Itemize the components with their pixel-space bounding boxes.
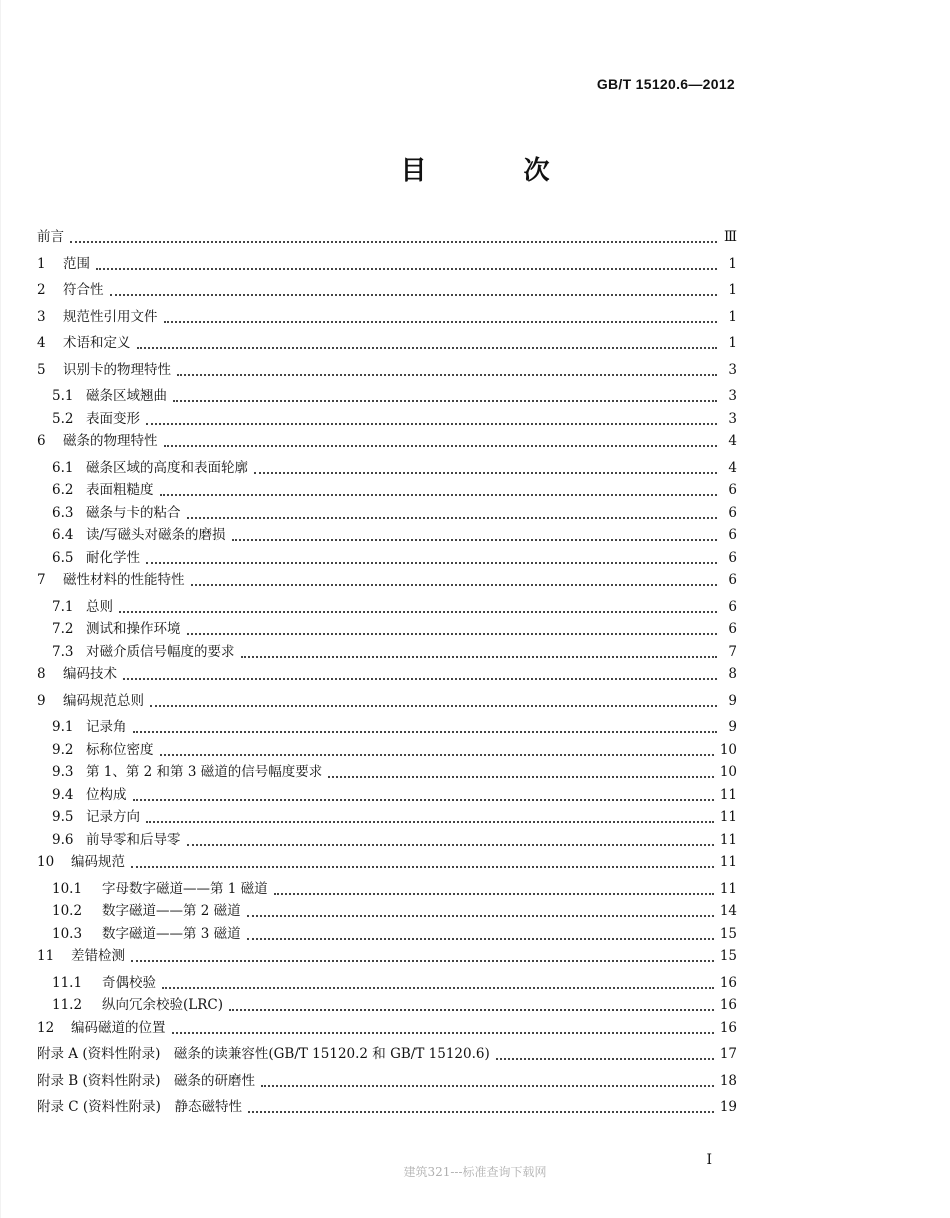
toc-entry-label: 磁条区域的高度和表面轮廓: [86, 459, 248, 476]
toc-entry[interactable]: [37, 808, 737, 827]
toc-entry[interactable]: [37, 1072, 737, 1091]
toc-entry-page: 16: [719, 974, 737, 991]
toc-dot-leader: [274, 893, 714, 895]
toc-dot-leader: [150, 705, 717, 707]
toc-entry[interactable]: [37, 692, 737, 711]
toc-entry-number: 10.2: [52, 903, 83, 919]
toc-entry[interactable]: [37, 786, 737, 805]
toc-dot-leader: [160, 754, 714, 756]
toc-dot-leader: [123, 678, 717, 680]
toc-entry[interactable]: [37, 571, 737, 590]
toc-entry-page: 10: [719, 764, 737, 780]
toc-entry-number: 6.1: [52, 459, 74, 476]
toc-entry[interactable]: [37, 1045, 737, 1064]
toc-entry-label: 数字磁道——第 2 磁道: [102, 903, 241, 919]
toc-entry[interactable]: [37, 831, 737, 850]
toc-entry-number: 9.5: [52, 809, 74, 825]
toc-entry-page: 15: [719, 925, 737, 942]
toc-dot-leader: [496, 1058, 714, 1060]
toc-entry-number: 10.1: [52, 880, 83, 897]
toc-entry-label: 附录 B (资料性附录) 磁条的研磨性: [37, 1072, 256, 1089]
toc-dot-leader: [164, 321, 718, 323]
toc-entry-label: 符合性: [63, 282, 104, 298]
toc-entry[interactable]: [37, 281, 737, 300]
toc-dot-leader: [133, 799, 714, 801]
toc-entry-label: 附录 A (资料性附录) 磁条的读兼容性(GB/T 15120.2 和 GB/T 15120.6): [37, 1046, 490, 1062]
toc-dot-leader: [232, 539, 717, 541]
toc-dot-leader: [187, 517, 718, 519]
toc-dot-leader: [160, 494, 718, 496]
toc-entry-label: 位构成: [86, 786, 127, 803]
toc-entry[interactable]: [37, 1019, 737, 1038]
toc-entry-number: 5.2: [52, 410, 74, 427]
toc-entry-label: 磁条区域翘曲: [86, 388, 167, 404]
toc-entry-label: 规范性引用文件: [63, 308, 158, 325]
toc-entry[interactable]: [37, 228, 737, 247]
toc-entry-page: 1: [728, 255, 737, 272]
toc-entry-label: 字母数字磁道——第 1 磁道: [102, 880, 268, 897]
toc-entry-page: 9: [728, 692, 737, 709]
toc-entry-number: 7: [37, 572, 46, 588]
toc-entry-label: 标称位密度: [86, 741, 154, 758]
toc-entry-page: 16: [719, 1019, 737, 1036]
toc-entry-page: 11: [719, 786, 737, 803]
toc-entry-number: 11.2: [52, 997, 83, 1013]
toc-entry-label: 奇偶校验: [102, 974, 156, 991]
toc-entry[interactable]: [37, 334, 737, 353]
toc-entry-label: 耐化学性: [86, 549, 140, 566]
toc-entry-page: 18: [719, 1072, 737, 1089]
toc-entry-page: 11: [719, 831, 737, 848]
toc-entry[interactable]: [37, 549, 737, 568]
toc-entry[interactable]: [37, 741, 737, 760]
toc-entry-number: 7.2: [52, 621, 74, 637]
toc-entry-label: 范围: [63, 255, 90, 272]
toc-entry[interactable]: [37, 947, 737, 966]
toc-dot-leader: [173, 400, 717, 402]
toc-dot-leader: [119, 611, 717, 613]
toc-dot-leader: [229, 1009, 714, 1011]
toc-entry-label: 数字磁道——第 3 磁道: [102, 925, 241, 942]
toc-entry[interactable]: [37, 432, 737, 451]
standard-code: GB/T 15120.6—2012: [596, 76, 735, 92]
toc-entry[interactable]: [37, 308, 737, 327]
toc-entry-number: 6.2: [52, 482, 74, 498]
toc-entry[interactable]: [37, 504, 737, 523]
toc-entry-page: 3: [728, 361, 737, 378]
toc-dot-leader: [254, 472, 717, 474]
toc-entry-number: 9.3: [52, 764, 74, 780]
toc-dot-leader: [191, 584, 718, 586]
toc-entry-page: 1: [728, 282, 737, 298]
toc-entry-page: 11: [719, 809, 737, 825]
toc-entry[interactable]: [37, 1098, 737, 1117]
toc-entry-number: 5.1: [52, 388, 74, 404]
toc-entry-number: 9.2: [52, 741, 74, 758]
toc-dot-leader: [187, 633, 718, 635]
toc-dot-leader: [241, 656, 718, 658]
toc-dot-leader: [146, 821, 714, 823]
toc-entry-page: 6: [728, 504, 737, 521]
toc-entry-page: 19: [719, 1099, 737, 1115]
toc-entry-page: 6: [728, 598, 737, 615]
toc-entry[interactable]: [37, 853, 737, 872]
toc-dot-leader: [177, 374, 717, 376]
toc-entry-label: 术语和定义: [63, 335, 131, 351]
toc-entry-page: 8: [728, 666, 737, 682]
toc-entry-number: 9: [37, 692, 46, 709]
toc-entry-label: 磁性材料的性能特性: [63, 572, 185, 588]
toc-entry-number: 5: [37, 361, 46, 378]
toc-entry-number: 9.1: [52, 719, 74, 735]
toc-entry-number: 11.1: [52, 974, 83, 991]
toc-entry[interactable]: [37, 255, 737, 274]
toc-entry[interactable]: [37, 361, 737, 380]
toc-entry-label: 对磁介质信号幅度的要求: [86, 643, 235, 660]
toc-dot-leader: [248, 1111, 714, 1113]
toc-entry-number: 6.4: [52, 527, 74, 543]
toc-entry-page: 16: [719, 997, 737, 1013]
toc-dot-leader: [146, 562, 717, 564]
toc-entry-label: 记录角: [86, 719, 127, 735]
toc-entry[interactable]: [37, 481, 737, 500]
toc-dot-leader: [146, 423, 717, 425]
toc-entry-label: 附录 C (资料性附录) 静态磁特性: [37, 1099, 242, 1115]
toc-entry-page: 10: [719, 741, 737, 758]
toc-entry-label: 磁条与卡的粘合: [86, 504, 181, 521]
toc-dot-leader: [162, 987, 714, 989]
toc-dot-leader: [137, 347, 718, 349]
toc-entry-number: 10: [37, 854, 55, 870]
toc-entry-page: 11: [719, 880, 737, 897]
toc-dot-leader: [131, 960, 714, 962]
toc-entry-page: 3: [728, 410, 737, 427]
toc-entry[interactable]: [37, 880, 737, 899]
toc-entry-page: Ⅲ: [723, 229, 737, 245]
toc-entry-number: 6.3: [52, 504, 74, 521]
toc-entry-page: 4: [728, 433, 737, 449]
toc-dot-leader: [187, 844, 714, 846]
toc-dot-leader: [133, 731, 718, 733]
toc-entry-number: 4: [37, 335, 46, 351]
toc-entry[interactable]: [37, 643, 737, 662]
toc-entry-number: 12: [37, 1019, 55, 1036]
toc-entry-page: 1: [728, 308, 737, 325]
toc-entry-label: 前言: [37, 229, 64, 245]
toc-entry-label: 表面变形: [86, 410, 140, 427]
toc-dot-leader: [96, 268, 717, 270]
toc-dot-leader: [247, 938, 714, 940]
toc-entry-label: 记录方向: [86, 809, 140, 825]
watermark: 建筑321---标准查询下载网: [403, 1165, 547, 1179]
table-of-contents: [37, 228, 737, 1125]
toc-entry-label: 前导零和后导零: [86, 831, 181, 848]
toc-dot-leader: [328, 776, 714, 778]
toc-entry-page: 17: [719, 1046, 737, 1062]
toc-entry-page: 14: [719, 903, 737, 919]
toc-entry[interactable]: [37, 410, 737, 429]
toc-entry-page: 7: [728, 643, 737, 660]
toc-entry-number: 1: [37, 255, 46, 272]
toc-entry-number: 7.3: [52, 643, 74, 660]
toc-entry[interactable]: [37, 387, 737, 406]
toc-entry-page: 1: [728, 335, 737, 351]
toc-dot-leader: [261, 1085, 714, 1087]
toc-entry[interactable]: [37, 763, 737, 782]
toc-entry-number: 7.1: [52, 598, 74, 615]
toc-entry-page: 9: [728, 719, 737, 735]
toc-entry-page: 6: [728, 549, 737, 566]
toc-entry[interactable]: [37, 925, 737, 944]
toc-entry-label: 编码规范总则: [63, 692, 144, 709]
page-number: I: [706, 1152, 712, 1168]
toc-entry[interactable]: [37, 598, 737, 617]
toc-entry-number: 9.4: [52, 786, 74, 803]
toc-entry-label: 识别卡的物理特性: [63, 361, 171, 378]
toc-entry-number: 6.5: [52, 549, 74, 566]
toc-entry-page: 6: [728, 527, 737, 543]
toc-dot-leader: [70, 241, 717, 243]
toc-entry[interactable]: [37, 718, 737, 737]
toc-entry-label: 读/写磁头对磁条的磨损: [86, 527, 226, 543]
toc-entry-label: 测试和操作环境: [86, 621, 181, 637]
toc-entry-number: 2: [37, 282, 46, 298]
toc-entry-number: 9.6: [52, 831, 74, 848]
toc-entry[interactable]: [37, 996, 737, 1015]
toc-entry-page: 11: [719, 854, 737, 870]
toc-entry[interactable]: [37, 665, 737, 684]
toc-entry-label: 纵向冗余校验(LRC): [102, 997, 223, 1013]
toc-entry-label: 第 1、第 2 和第 3 磁道的信号幅度要求: [86, 764, 323, 780]
toc-entry-number: 3: [37, 308, 46, 325]
toc-entry[interactable]: [37, 902, 737, 921]
toc-entry-page: 3: [728, 388, 737, 404]
toc-entry-page: 15: [719, 948, 737, 964]
toc-entry-page: 6: [728, 572, 737, 588]
toc-entry-number: 6: [37, 433, 46, 449]
toc-dot-leader: [110, 294, 718, 296]
toc-entry-label: 编码规范: [71, 854, 125, 870]
toc-entry-page: 6: [728, 482, 737, 498]
toc-entry-page: 4: [728, 459, 737, 476]
page-title: 目 次: [400, 156, 594, 186]
toc-entry[interactable]: [37, 974, 737, 993]
toc-dot-leader: [131, 866, 714, 868]
toc-entry-label: 差错检测: [71, 948, 125, 964]
toc-entry-label: 磁条的物理特性: [63, 433, 158, 449]
toc-entry-label: 总则: [86, 598, 113, 615]
toc-entry-label: 编码技术: [63, 666, 117, 682]
toc-dot-leader: [164, 445, 718, 447]
toc-dot-leader: [247, 915, 714, 917]
toc-dot-leader: [172, 1032, 714, 1034]
toc-entry[interactable]: [37, 526, 737, 545]
toc-entry[interactable]: [37, 459, 737, 478]
toc-entry-label: 表面粗糙度: [86, 482, 154, 498]
toc-entry-number: 11: [37, 948, 55, 964]
toc-entry[interactable]: [37, 620, 737, 639]
toc-entry-number: 10.3: [52, 925, 83, 942]
toc-entry-page: 6: [728, 621, 737, 637]
toc-entry-number: 8: [37, 666, 46, 682]
toc-entry-label: 编码磁道的位置: [71, 1019, 166, 1036]
